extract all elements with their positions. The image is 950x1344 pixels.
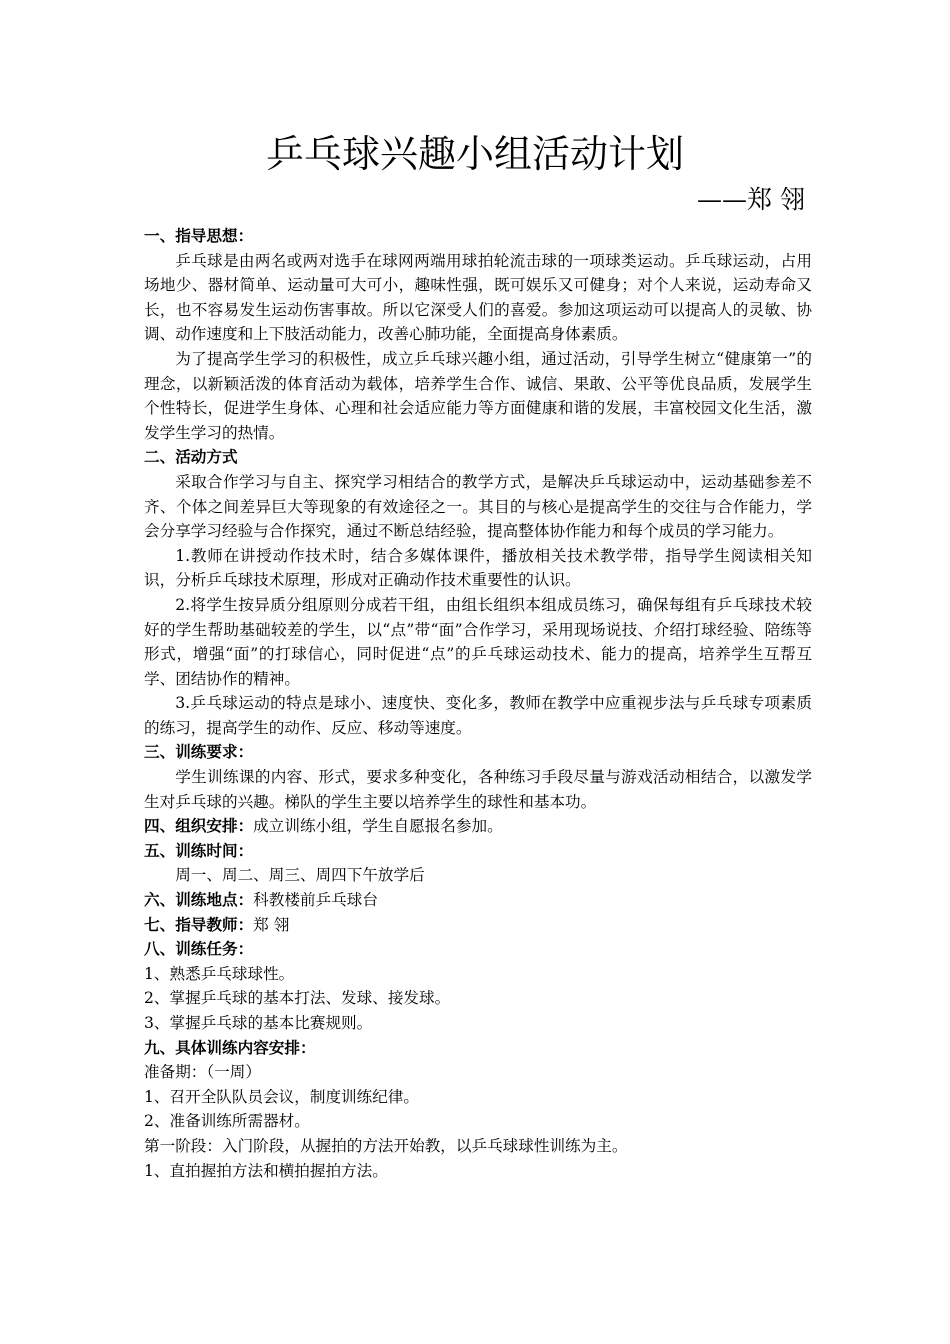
section-heading-training-requirements: 三、训练要求：	[144, 743, 254, 762]
list-item: 1、召开全队队员会议，制度训练纪律。	[144, 1087, 420, 1106]
list-item: 1、直拍握拍方法和横拍握拍方法。	[144, 1161, 388, 1180]
document-title: 乒乓球兴趣小组活动计划	[265, 132, 684, 176]
section-heading-organization: 四、组织安排：	[144, 817, 254, 836]
section-text: 科教楼前乒乓球台	[253, 891, 378, 910]
list-item: 1、熟悉乒乓球球性。	[144, 964, 295, 983]
section-heading-training-time: 五、训练时间：	[144, 841, 254, 860]
list-item: 准备期：（一周）	[144, 1063, 261, 1082]
list-item: 2、掌握乒乓球的基本打法、发球、接发球。	[144, 989, 451, 1008]
section-organization	[144, 814, 812, 839]
paragraph: 学生训练课的内容、形式，要求多种变化，各种练习手段尽量与游戏活动相结合，以激发学生对乒乓球的兴趣。梯队的学生主要以培养学生的球性和基本功。	[144, 768, 812, 811]
list-item: 3、掌握乒乓球的基本比赛规则。	[144, 1014, 373, 1032]
section-heading-instructor: 七、指导教师：	[144, 915, 254, 934]
author-signature: ——郑 翎	[697, 185, 805, 214]
section-text: 成立训练小组，学生自愿报名参加。	[253, 817, 503, 836]
section-text: 郑 翎	[253, 915, 290, 934]
section-heading-activity-method: 二、活动方式	[144, 448, 238, 467]
section-text: 周一、周二、周三、周四下午放学后	[175, 866, 425, 885]
list-item: 2、准备训练所需器材。	[144, 1112, 310, 1131]
section-heading-guiding-thought: 一、指导思想：	[144, 227, 254, 245]
document-body	[144, 224, 812, 1183]
section-heading-training-schedule: 九、具体训练内容安排：	[144, 1038, 316, 1057]
paragraph: 采取合作学习与自主、探究学习相结合的教学方式，是解决乒乓球运动中，运动基础参差不齐、个体之间差异巨大等现象的有效途径之一。其目的与核心是提高学生的交往与合作能力，学会分享学习经验与合作探究，通过不断总结经验，提高整体协作能力和每个成员的学习能力。	[144, 472, 812, 541]
paragraph: 乒乓球是由两名或两对选手在球网两端用球拍轮流击球的一项球类运动。乒乓球运动，占用场地少、器材简单、运动量可大可小，趣味性强，既可娱乐又可健身；对个人来说，运动寿命又长，也不容易发生运动伤害事故。所以它深受人们的喜爱。参加这项运动可以提高人的灵敏、协调、动作速度和上下肢活动能力，改善心肺功能，全面提高身体素质。	[144, 251, 812, 344]
paragraph: 为了提高学生学习的积极性，成立乒乓球兴趣小组，通过活动，引导学生树立“健康第一”的理念，以新颖活泼的体育活动为载体，培养学生合作、诚信、果敢、公平等优良品质，发展学生个性特长，促进学生身体、心理和社会适应能力等方面健康和谐的发展，丰富校园文化生活，激发学生学习的热情。	[144, 349, 812, 442]
section-heading-training-tasks: 八、训练任务：	[144, 940, 254, 959]
paragraph: 2.将学生按异质分组原则分成若干组，由组长组织本组成员练习，确保每组有乒乓球技术较好的学生帮助基础较差的学生，以“点”带“面”合作学习，采用现场说技、介绍打球经验、陪练等形式，增强“面”的打球信心，同时促进“点”的乒乓球运动技术、能力的提高，培养学生互帮互学、团结协作的精神。	[144, 595, 812, 688]
section-instructor	[144, 913, 812, 938]
section-training-location	[144, 888, 812, 913]
list-item: 第一阶段：入门阶段，从握拍的方法开始教，以乒乓球球性训练为主。	[144, 1136, 628, 1155]
section-heading-training-location: 六、训练地点：	[144, 891, 254, 910]
paragraph: 1.教师在讲授动作技术时，结合多媒体课件，播放相关技术教学带，指导学生阅读相关知识，分析乒乓球技术原理，形成对正确动作技术重要性的认识。	[144, 546, 812, 590]
paragraph: 3.乒乓球运动的特点是球小、速度快、变化多，教师在教学中应重视步法与乒乓球专项素质的练习，提高学生的动作、反应、移动等速度。	[144, 694, 812, 737]
